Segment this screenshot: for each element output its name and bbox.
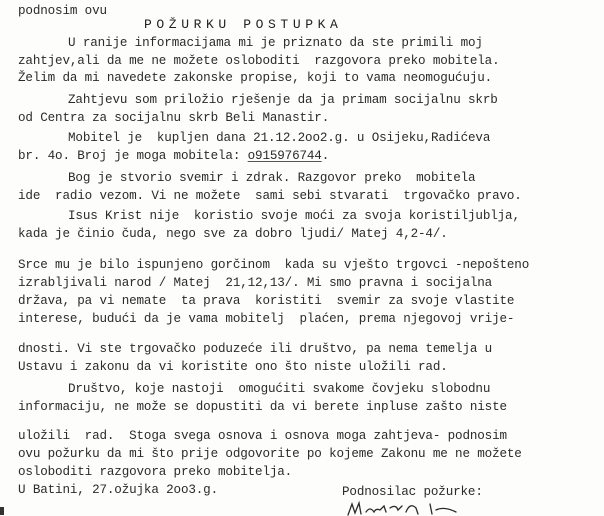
paragraph-6-line-3: uložili rad. Stoga svega osnova i osnova moga zahtjeva- podnosim [18,429,507,443]
paragraph-4-line-1: Bog je stvorio svemir i zdrak. Razgovor preko mobitela [68,171,476,185]
paragraph-1-line-2: zahtjev,ali da me ne možete osloboditi razgovora preko mobitela. [18,54,500,68]
paragraph-6-line-1: Društvo, koje nastoji omogućiti svakome čovjeku slobodnu [68,382,491,396]
handwritten-signature-icon [346,500,486,516]
paragraph-6-line-2: informaciju, ne može se dopustiti da vi berete inpluse zašto niste [18,400,507,414]
paragraph-2-line-1: Zahtjevu som priložio rješenje da ja primam socijalnu skrb [68,93,498,107]
paragraph-5-line-2: kada je činio čuda, nego sve za dobro ljudi/ Matej 4,2-4/. [18,227,448,241]
paragraph-3-line-1: Mobitel je kupljen dana 21.12.2oo2.g. u Osijeku,Radićeva [68,131,491,145]
phone-label: br. 4o. Broj je moga mobitela: [18,149,248,163]
paragraph-3-line-2 [18,148,329,164]
signatory-label: Podnosilac požurke: [342,485,483,499]
paragraph-5-line-3: Srce mu je bilo ispunjeno gorčinom kada su vješto trgovci -nepošteno [18,258,530,272]
paragraph-5-line-7: dnosti. Vi ste trgovačko poduzeće ili društvo, pa nema temelja u [18,342,493,356]
opening-line: podnosim ovu [18,4,107,18]
place-date: U Batini, 27.ožujka 2oo3.g. [18,483,219,497]
paragraph-5-line-5: država, pa vi nemate ta prava koristiti svemir za svoje vlastite [18,294,515,308]
paragraph-5-line-4: izrabljivali narod / Matej 21,12,13/. Mi smo pravna i socijalna [18,276,493,290]
phone-suffix: . [321,149,330,163]
paragraph-5-line-1: Isus Krist nije koristio svoje moći za svoja koristiljublja, [68,209,520,223]
paragraph-4-line-2: ide radio vezom. Vi ne možete sami sebi stvarati trgovačko pravo. [18,189,522,203]
paragraph-5-line-6: interese, budući da je vama mobitelj plaćen, prema njegovoj vrije- [18,312,515,326]
phone-number: o915976744 [247,149,322,163]
scan-edge-mark [0,507,4,515]
document-title: POŽURKU POSTUPKA [144,17,343,32]
paragraph-5-line-8: Ustavu i zakonu da vi koristite ono što niste uložili rad. [18,360,448,374]
paragraph-6-line-4: ovu požurku da mi što prije odgovorite po kojeme Zakonu me ne možete [18,447,522,461]
paragraph-2-line-2: od Centra za socijalnu skrb Beli Manastir. [18,111,330,125]
paragraph-1-line-1: U ranije informacijama mi je priznato da ste primili moj [68,36,483,50]
paragraph-1-line-3: Želim da mi navedete zakonske propise, koji to vama neomogućuju. [18,71,493,85]
paragraph-6-line-5: osloboditi razgovora preko mobitelja. [18,465,293,479]
